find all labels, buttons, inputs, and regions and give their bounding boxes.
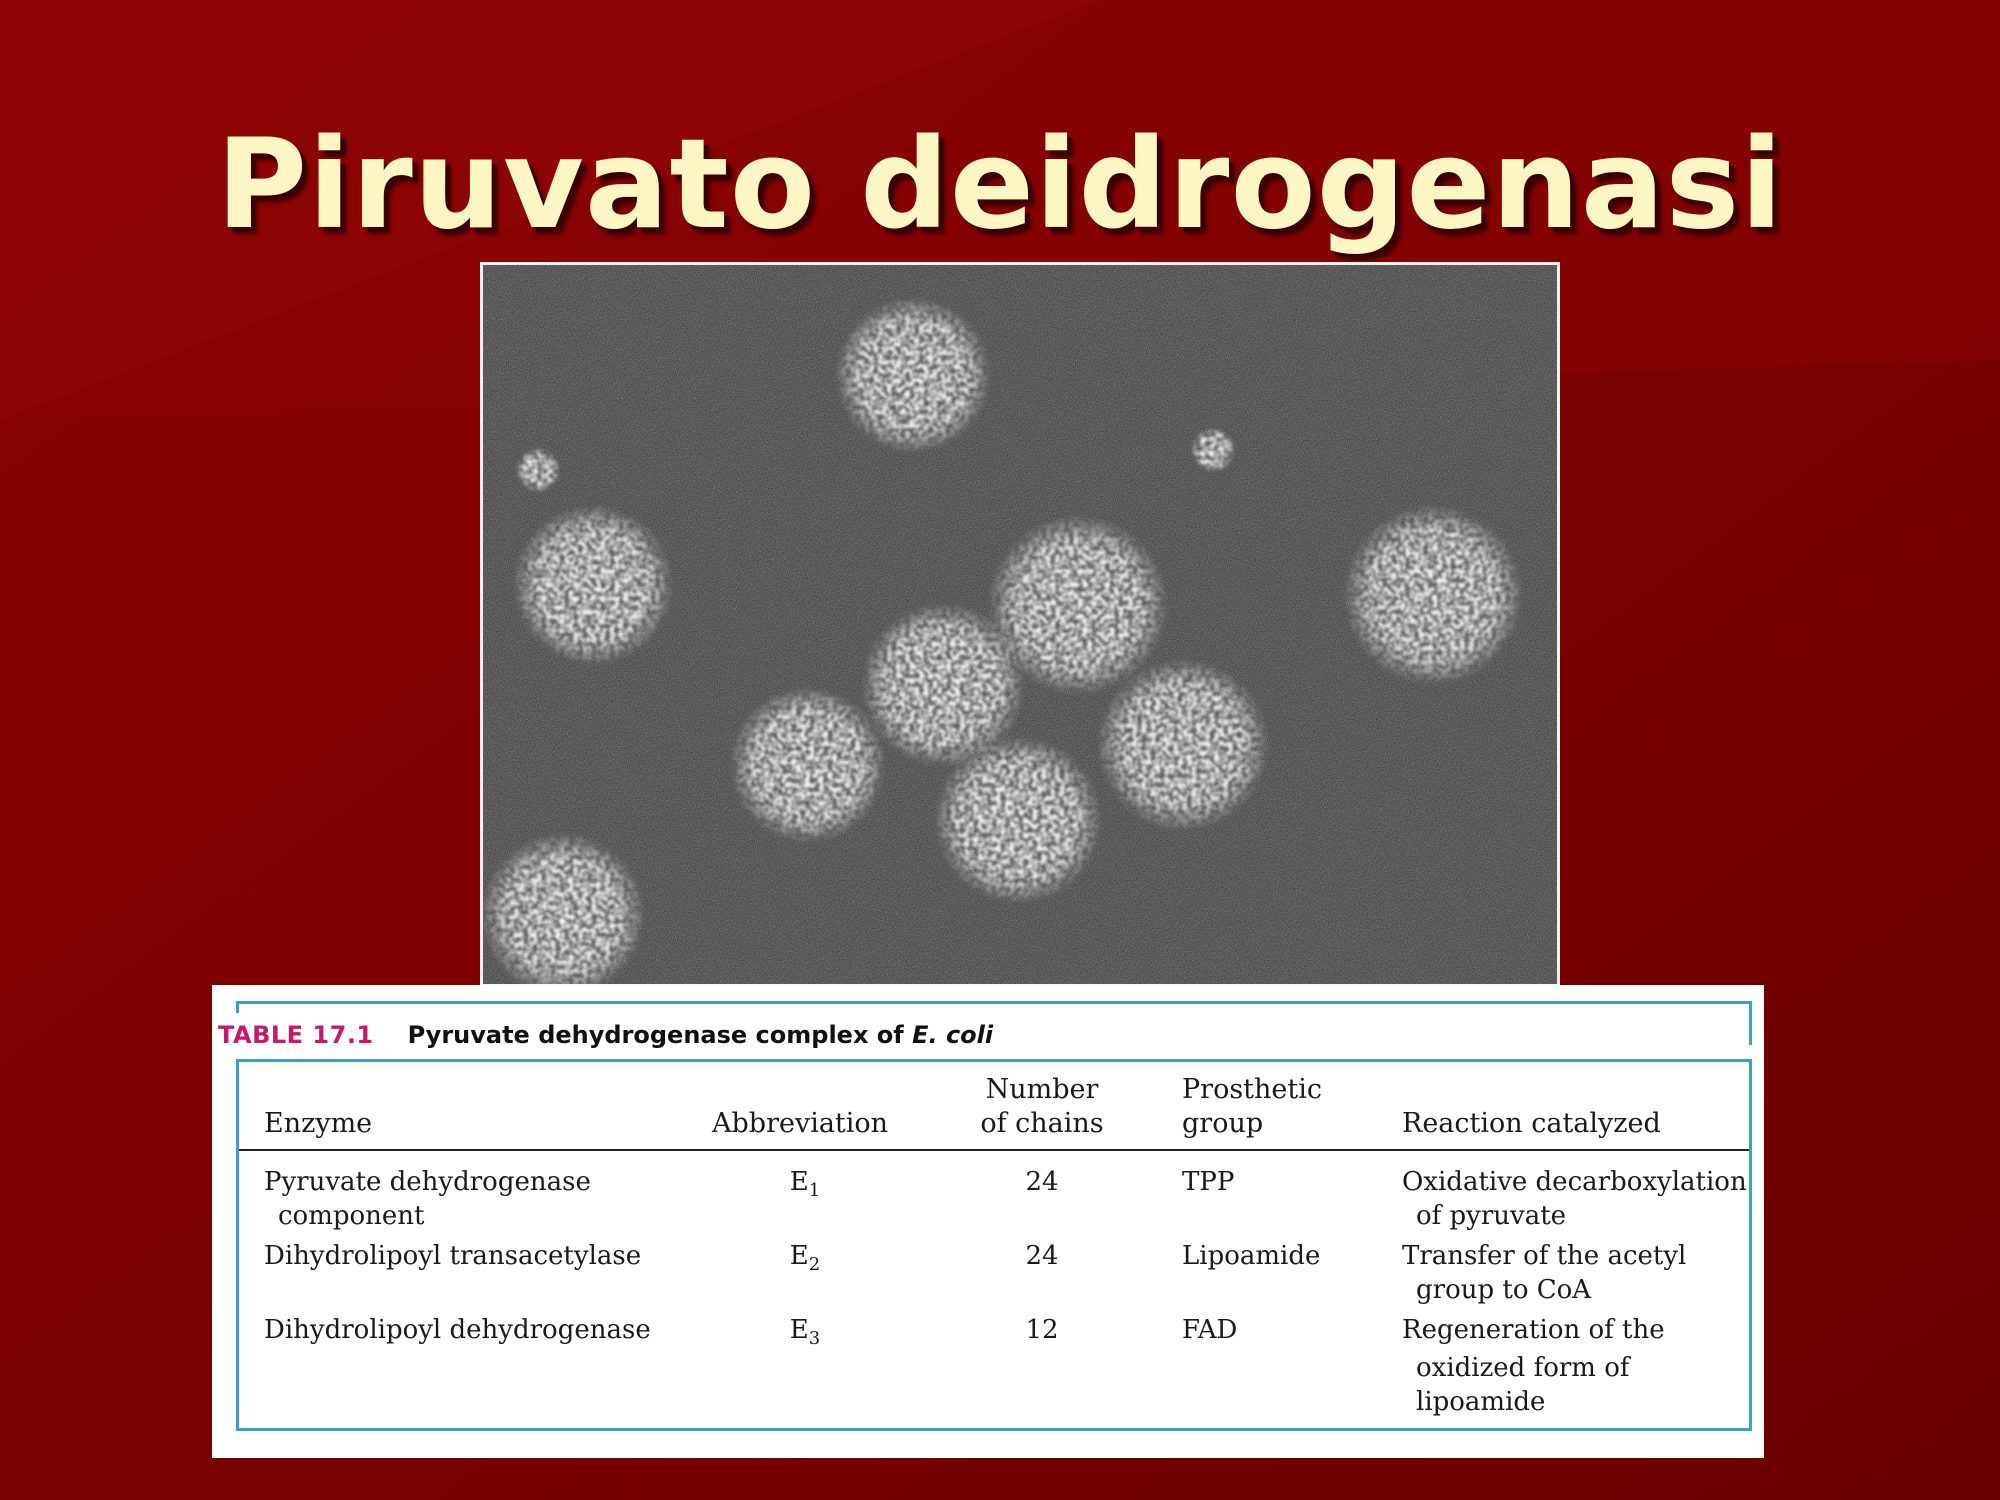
header-abbreviation: Abbreviation — [712, 1108, 889, 1139]
row1-reaction-line2: of pyruvate — [1416, 1201, 1567, 1231]
row3-reaction-line3: lipoamide — [1416, 1387, 1546, 1417]
slide-title: Piruvato deidrogenasi — [216, 113, 1784, 257]
row3-reaction-line1: Regeneration of the — [1402, 1315, 1665, 1345]
row1-enzyme-line1: Pyruvate dehydrogenase — [264, 1167, 591, 1197]
row2-prosthetic: Lipoamide — [1182, 1241, 1321, 1271]
header-enzyme: Enzyme — [264, 1108, 373, 1139]
row2-chains: 24 — [1025, 1241, 1059, 1271]
row2-abbreviation: $E_2$ — [789, 1241, 821, 1275]
row1-chains: 24 — [1025, 1167, 1059, 1197]
table-number: TABLE 17.1 — [218, 1021, 374, 1049]
header-prosthetic-line2: group — [1182, 1108, 1264, 1139]
table-caption-text: Pyruvate dehydrogenase complex of — [407, 1021, 904, 1049]
header-prosthetic-line1: Prosthetic — [1182, 1074, 1323, 1105]
row3-reaction-line2: oxidized form of — [1416, 1353, 1630, 1383]
enzyme-table-panel — [212, 985, 1764, 1458]
header-reaction: Reaction catalyzed — [1402, 1108, 1661, 1139]
row1-enzyme-line2: component — [278, 1201, 425, 1231]
row1-reaction-line1: Oxidative decarboxylation — [1402, 1167, 1747, 1197]
row3-prosthetic: FAD — [1182, 1315, 1238, 1345]
row1-abbreviation: $E_1$ — [789, 1167, 821, 1201]
row3-chains: 12 — [1025, 1315, 1059, 1345]
table-caption-organism: E. coli — [912, 1021, 994, 1049]
row3-enzyme-line1: Dihydrolipoyl dehydrogenase — [264, 1315, 651, 1345]
header-divider — [239, 1149, 1749, 1151]
row2-enzyme-line1: Dihydrolipoyl transacetylase — [264, 1241, 642, 1271]
row2-reaction-line1: Transfer of the acetyl — [1402, 1241, 1687, 1271]
row3-abbreviation: $E_3$ — [789, 1315, 821, 1349]
header-chains-line2: of chains — [980, 1108, 1104, 1139]
electron-micrograph-image — [483, 265, 1557, 984]
table-caption — [218, 1021, 993, 1061]
row1-prosthetic: TPP — [1182, 1167, 1235, 1197]
electron-micrograph — [480, 262, 1560, 987]
row2-reaction-line2: group to CoA — [1416, 1275, 1592, 1305]
header-chains-line1: Number — [985, 1074, 1099, 1105]
